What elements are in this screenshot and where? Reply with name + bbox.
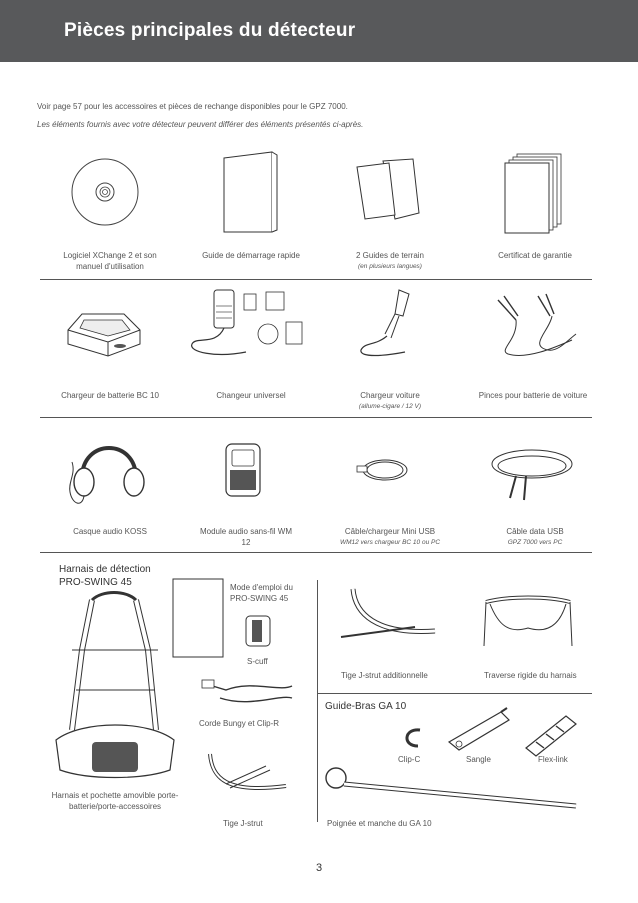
ga10-handle-icon [322,766,584,814]
usb-data-cable-icon [486,440,578,506]
caption-car-charger [325,390,455,412]
j-strut-extra-label: Tige J-strut additionnelle [341,671,428,680]
page-number: 3 [315,862,323,874]
pro-swing-manual-label: Mode d'emploi du PRO-SWING 45 [230,583,293,603]
car-charger-icon [355,286,425,366]
page-header [0,0,638,62]
battery-charger-icon [62,300,144,360]
caption-mini-usb [325,526,455,548]
wm12-module-icon [222,440,266,500]
certificate-icon [505,152,565,234]
caption-car-charger-label: Chargeur voiture [360,391,420,400]
row-divider [40,417,592,418]
intro-note: Les éléments fournis avec votre détecteur peuvent différer des éléments présentés ci-après. [37,120,364,129]
caption-mini-usb-label: Câble/chargeur Mini USB [344,527,436,536]
j-strut-icon [196,748,296,804]
j-strut-label: Tige J-strut [223,819,263,828]
caption-usb-data [470,526,600,548]
caption-field-guides-sub: (en plusieurs langues) [358,263,422,270]
bungy-label: Corde Bungy et Clip-R [199,719,280,728]
clip-c-label: Clip-C [398,755,421,764]
caption-usb-data-sub: GPZ 7000 vers PC [507,539,563,546]
ga10-handle-label: Poignée et manche du GA 10 [327,819,432,828]
section-divider [317,580,318,822]
caption-quick-start: Guide de démarrage rapide [202,251,300,260]
caption-battery-clamps: Pinces pour batterie de voiture [478,391,588,400]
page-title: Pièces principales du détecteur [64,20,356,41]
harness-title-2: PRO-SWING 45 [59,577,132,588]
caption-universal-charger: Changeur universel [216,391,286,400]
harness-label: Harnais et pochette amovible porte-batterie/porte-accessoires [51,791,179,811]
caption-car-charger-sub: (allume-cigare / 12 V) [358,403,422,410]
headphones-icon [62,428,152,510]
caption-koss: Casque audio KOSS [73,527,147,536]
battery-clamps-icon [488,290,580,360]
cd-icon [70,157,140,227]
field-guides-icon [355,157,425,222]
booklet-icon [222,150,282,235]
harness-icon [52,590,178,790]
caption-usb-data-label: Câble data USB [506,527,564,536]
flex-link-icon [520,708,582,758]
section-divider [318,693,592,694]
row-divider [40,279,592,280]
intro-text: Voir page 57 pour les accessoires et pièces de rechange disponibles pour le GPZ 7000. [37,102,348,111]
s-cuff-label: S-cuff [247,657,268,666]
caption-wm12: Module audio sans-fil WM 12 [199,527,293,547]
mini-usb-cable-icon [355,450,415,490]
flex-link-label: Flex-link [538,755,568,764]
caption-xchange: Logiciel XChange 2 et son manuel d'utilisation [63,251,157,271]
pro-swing-manual-icon [172,578,224,658]
j-strut-extra-icon [335,583,445,653]
caption-warranty: Certificat de garantie [498,251,572,260]
row-divider [40,552,592,553]
caption-mini-usb-sub: WM12 vers chargeur BC 10 ou PC [339,539,441,546]
sangle-icon [445,706,515,756]
clip-c-icon [398,724,428,752]
bungy-cord-icon [200,672,300,712]
crossbar-icon [478,588,578,650]
caption-field-guides-label: 2 Guides de terrain [355,251,425,260]
caption-field-guides [325,250,455,272]
caption-bc10: Chargeur de batterie BC 10 [61,391,159,400]
harness-title-1: Harnais de détection [59,564,151,575]
sangle-label: Sangle [466,755,491,764]
crossbar-label: Traverse rigide du harnais [484,671,577,680]
armguide-title: Guide-Bras GA 10 [325,701,407,712]
s-cuff-icon [240,614,280,650]
universal-charger-icon [186,286,316,366]
